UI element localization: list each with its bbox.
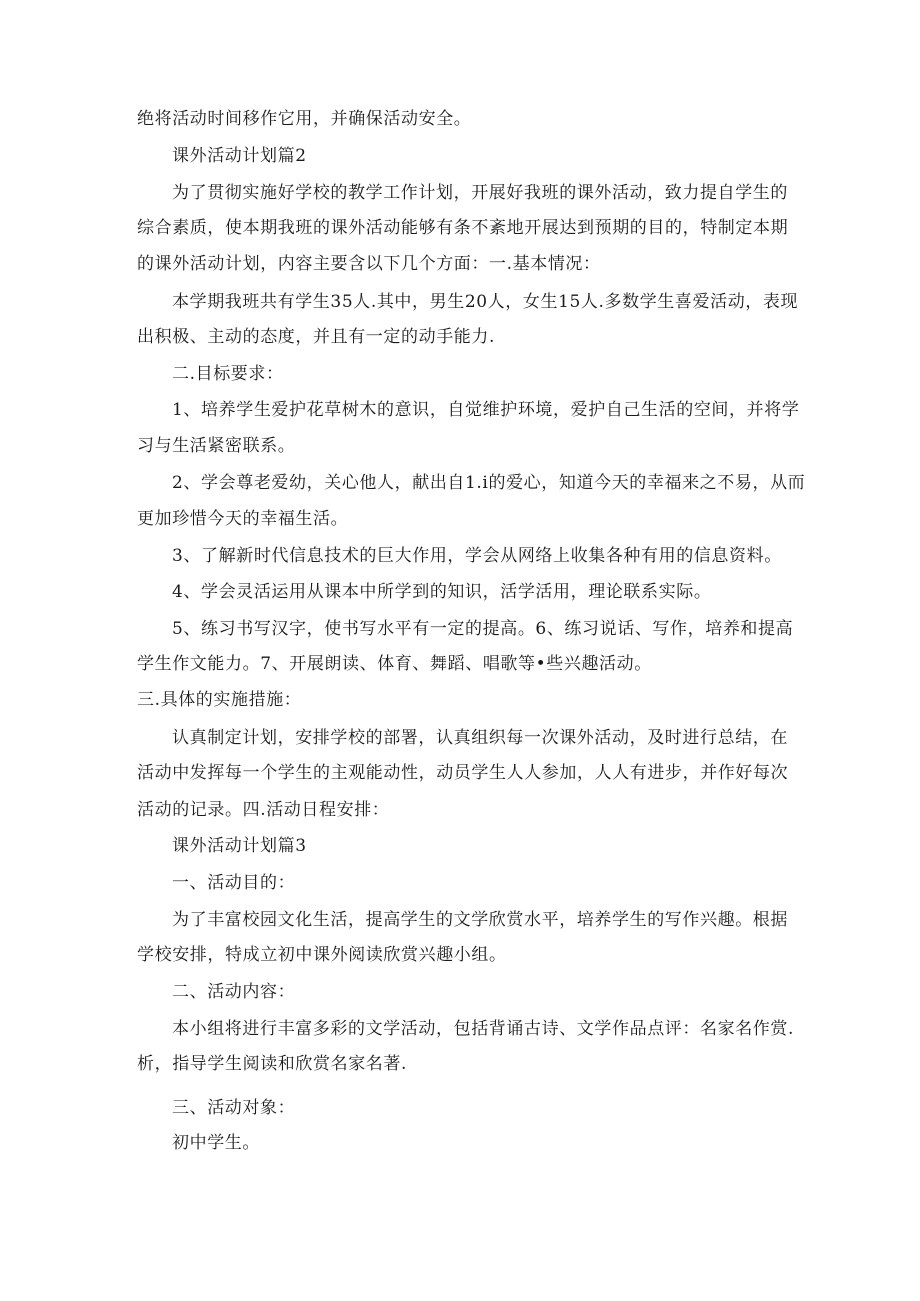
list-item: 5、练习书写汉字，使书写水平有一定的提高。6、练习说话、写作，培养和提高 [172,619,794,639]
paragraph-line: 综合素质，使本期我班的课外活动能够有条不紊地开展达到预期的目的，特制定本期 [137,218,789,238]
paragraph-line: 析，指导学生阅读和欣赏名家名著. [137,1054,408,1074]
list-item: 1、培养学生爱护花草树木的意识，自觉维护环境，爱护自己生活的空间，并将学 [172,400,800,420]
section-heading: 课外活动计划篇2 [172,146,307,166]
paragraph-line: 初中学生。 [172,1133,260,1153]
paragraph-line: 出积极、主动的态度，并且有一定的动手能力. [137,327,496,347]
list-item: 4、学会灵活运用从课本中所学到的知识，活学活用，理论联系实际。 [172,582,712,602]
list-item-continuation: 更加珍惜今天的幸福生活。 [137,509,349,529]
paragraph-line: 学校安排，特成立初中课外阅读欣赏兴趣小组。 [137,945,507,965]
subsection-heading: 三、活动对象： [172,1098,296,1118]
list-item: 3、了解新时代信息技术的巨大作用，学会从网络上收集各种有用的信息资料。 [172,546,782,566]
paragraph-line: 为了贯彻实施好学校的教学工作计划，开展好我班的课外活动，致力提自学生的 [172,183,788,203]
paragraph-line: 活动中发挥每一个学生的主观能动性，动员学生人人参加，人人有进步，并作好每次 [137,763,789,783]
subsection-heading: 二.目标要求： [172,364,284,384]
paragraph-line: 绝将活动时间移作它用，并确保活动安全。 [137,109,472,129]
section-heading: 课外活动计划篇3 [172,836,307,856]
paragraph-line: 认真制定计划，安排学校的部署，认真组织每一次课外活动，及时进行总结，在 [172,728,788,748]
subsection-heading: 二、活动内容： [172,982,296,1002]
paragraph-line: 本学期我班共有学生35人.其中，男生20人，女生15人.多数学生喜爱活动，表现 [172,292,799,312]
paragraph-line: 活动的记录。四.活动日程安排： [137,800,390,820]
list-item-continuation: 习与生活紧密联系。 [137,436,296,456]
paragraph-line: 本小组将进行丰富多彩的文学活动，包括背诵古诗、文学作品点评：名家名作赏. [172,1019,795,1039]
paragraph-line: 为了丰富校园文化生活，提高学生的文学欣赏水平，培养学生的写作兴趣。根据 [172,910,788,930]
list-item: 2、学会尊老爱幼，关心他人，献出自1.i的爱心，知道今天的幸福来之不易，从而 [172,473,806,493]
subsection-heading: 一、活动目的： [172,873,296,893]
subsection-heading: 三.具体的实施措施： [137,690,302,710]
list-item-continuation: 学生作文能力。7、开展朗读、体育、舞蹈、唱歌等•些兴趣活动。 [137,654,652,674]
paragraph-line: 的课外活动计划，内容主要含以下几个方面：一.基本情况： [137,254,601,274]
